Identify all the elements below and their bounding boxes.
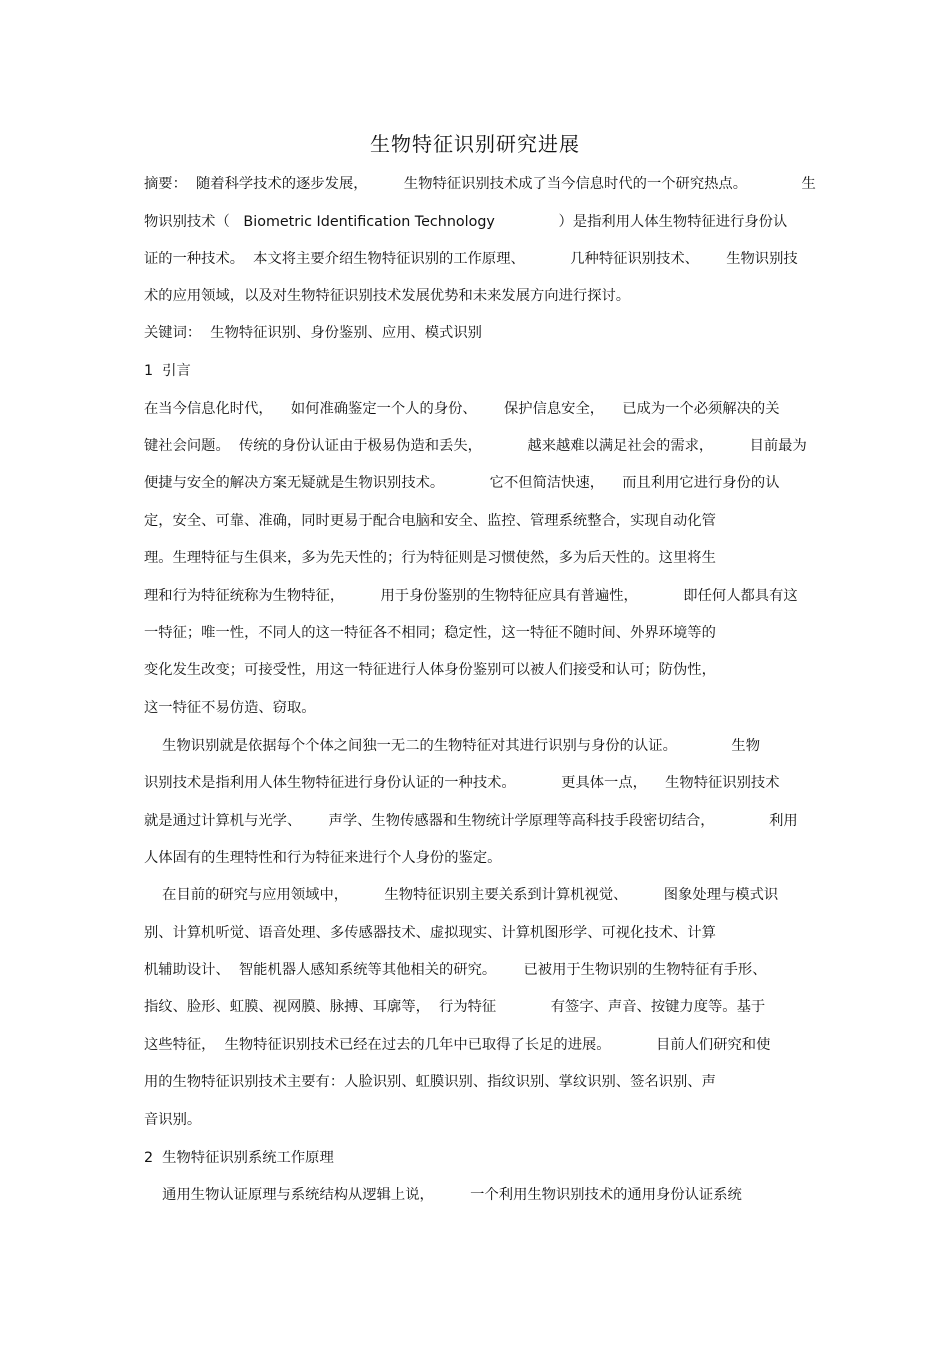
page-title: 生物特征识别研究进展: [370, 132, 580, 156]
paragraph-line: 在目前的研究与应用领域中， 生物特征识别主要关系到计算机视觉、 图象处理与模式识: [144, 887, 779, 903]
abstract-line-2: 物识别技术（ Biometric Identification Technology ）是指利用人体生物特征进行身份认: [144, 214, 788, 230]
paragraph-line: 这些特征， 生物特征识别技术已经在过去的几年中已取得了长足的进展。 目前人们研究和使: [144, 1037, 771, 1053]
paragraph-line: 指纹、脸形、虹膜、视网膜、脉搏、耳廓等， 行为特征 有签字、声音、按键力度等。基于: [144, 999, 766, 1015]
paragraph-line: 音识别。: [144, 1112, 202, 1128]
paragraph-line: 别、计算机听觉、语音处理、多传感器技术、虚拟现实、计算机图形学、可视化技术、计算: [144, 925, 716, 941]
paragraph-line: 就是通过计算机与光学、 声学、生物传感器和生物统计学原理等高科技手段密切结合， 利用: [144, 813, 798, 829]
paragraph-line: 通用生物认证原理与系统结构从逻辑上说， 一个利用生物识别技术的通用身份认证系统: [144, 1187, 742, 1203]
section-heading-1: 1 引言: [144, 363, 191, 379]
section-heading-2: 2 生物特征识别系统工作原理: [144, 1150, 334, 1166]
keywords-line: 关键词： 生物特征识别、身份鉴别、应用、模式识别: [144, 325, 482, 341]
paragraph-line: 定，安全、可靠、准确，同时更易于配合电脑和安全、监控、管理系统整合，实现自动化管: [144, 513, 716, 529]
paragraph-line: 这一特征不易仿造、窃取。: [144, 700, 316, 716]
paragraph-line: 键社会问题。 传统的身份认证由于极易伪造和丢失， 越来越难以满足社会的需求， 目前最为: [144, 438, 807, 454]
paragraph-line: 用的生物特征识别技术主要有：人脸识别、虹膜识别、指纹识别、掌纹识别、签名识别、声: [144, 1074, 716, 1090]
paragraph-line: 在当今信息化时代， 如何准确鉴定一个人的身份、 保护信息安全， 已成为一个必须解决的关: [144, 401, 780, 417]
paragraph-line: 便捷与安全的解决方案无疑就是生物识别技术。 它不但简洁快速， 而且利用它进行身份的认: [144, 475, 780, 491]
abstract-line-4: 术的应用领域，以及对生物特征识别技术发展优势和未来发展方向进行探讨。: [144, 288, 631, 304]
paragraph-line: 机辅助设计、 智能机器人感知系统等其他相关的研究。 已被用于生物识别的生物特征有手形、: [144, 962, 767, 978]
paragraph-line: 变化发生改变；可接受性，用这一特征进行人体身份鉴别可以被人们接受和认可；防伪性，: [144, 662, 716, 678]
paragraph-line: 生物识别就是依据每个个体之间独一无二的生物特征对其进行识别与身份的认证。 生物: [144, 738, 760, 754]
paragraph-line: 理。生理特征与生俱来，多为先天性的；行为特征则是习惯使然，多为后天性的。这里将生: [144, 550, 716, 566]
paragraph-line: 理和行为特征统称为生物特征， 用于身份鉴别的生物特征应具有普遍性， 即任何人都具有这: [144, 588, 798, 604]
abstract-line-1: 摘要： 随着科学技术的逐步发展， 生物特征识别技术成了当今信息时代的一个研究热点。 生: [144, 176, 816, 192]
paragraph-line: 识别技术是指利用人体生物特征进行身份认证的一种技术。 更具体一点， 生物特征识别技术: [144, 775, 780, 791]
paragraph-line: 一特征；唯一性，不同人的这一特征各不相同；稳定性，这一特征不随时间、外界环境等的: [144, 625, 716, 641]
abstract-line-3: 证的一种技术。 本文将主要介绍生物特征识别的工作原理、 几种特征识别技术、 生物识别技: [144, 251, 798, 267]
paragraph-line: 人体固有的生理特性和行为特征来进行个人身份的鉴定。: [144, 850, 502, 866]
